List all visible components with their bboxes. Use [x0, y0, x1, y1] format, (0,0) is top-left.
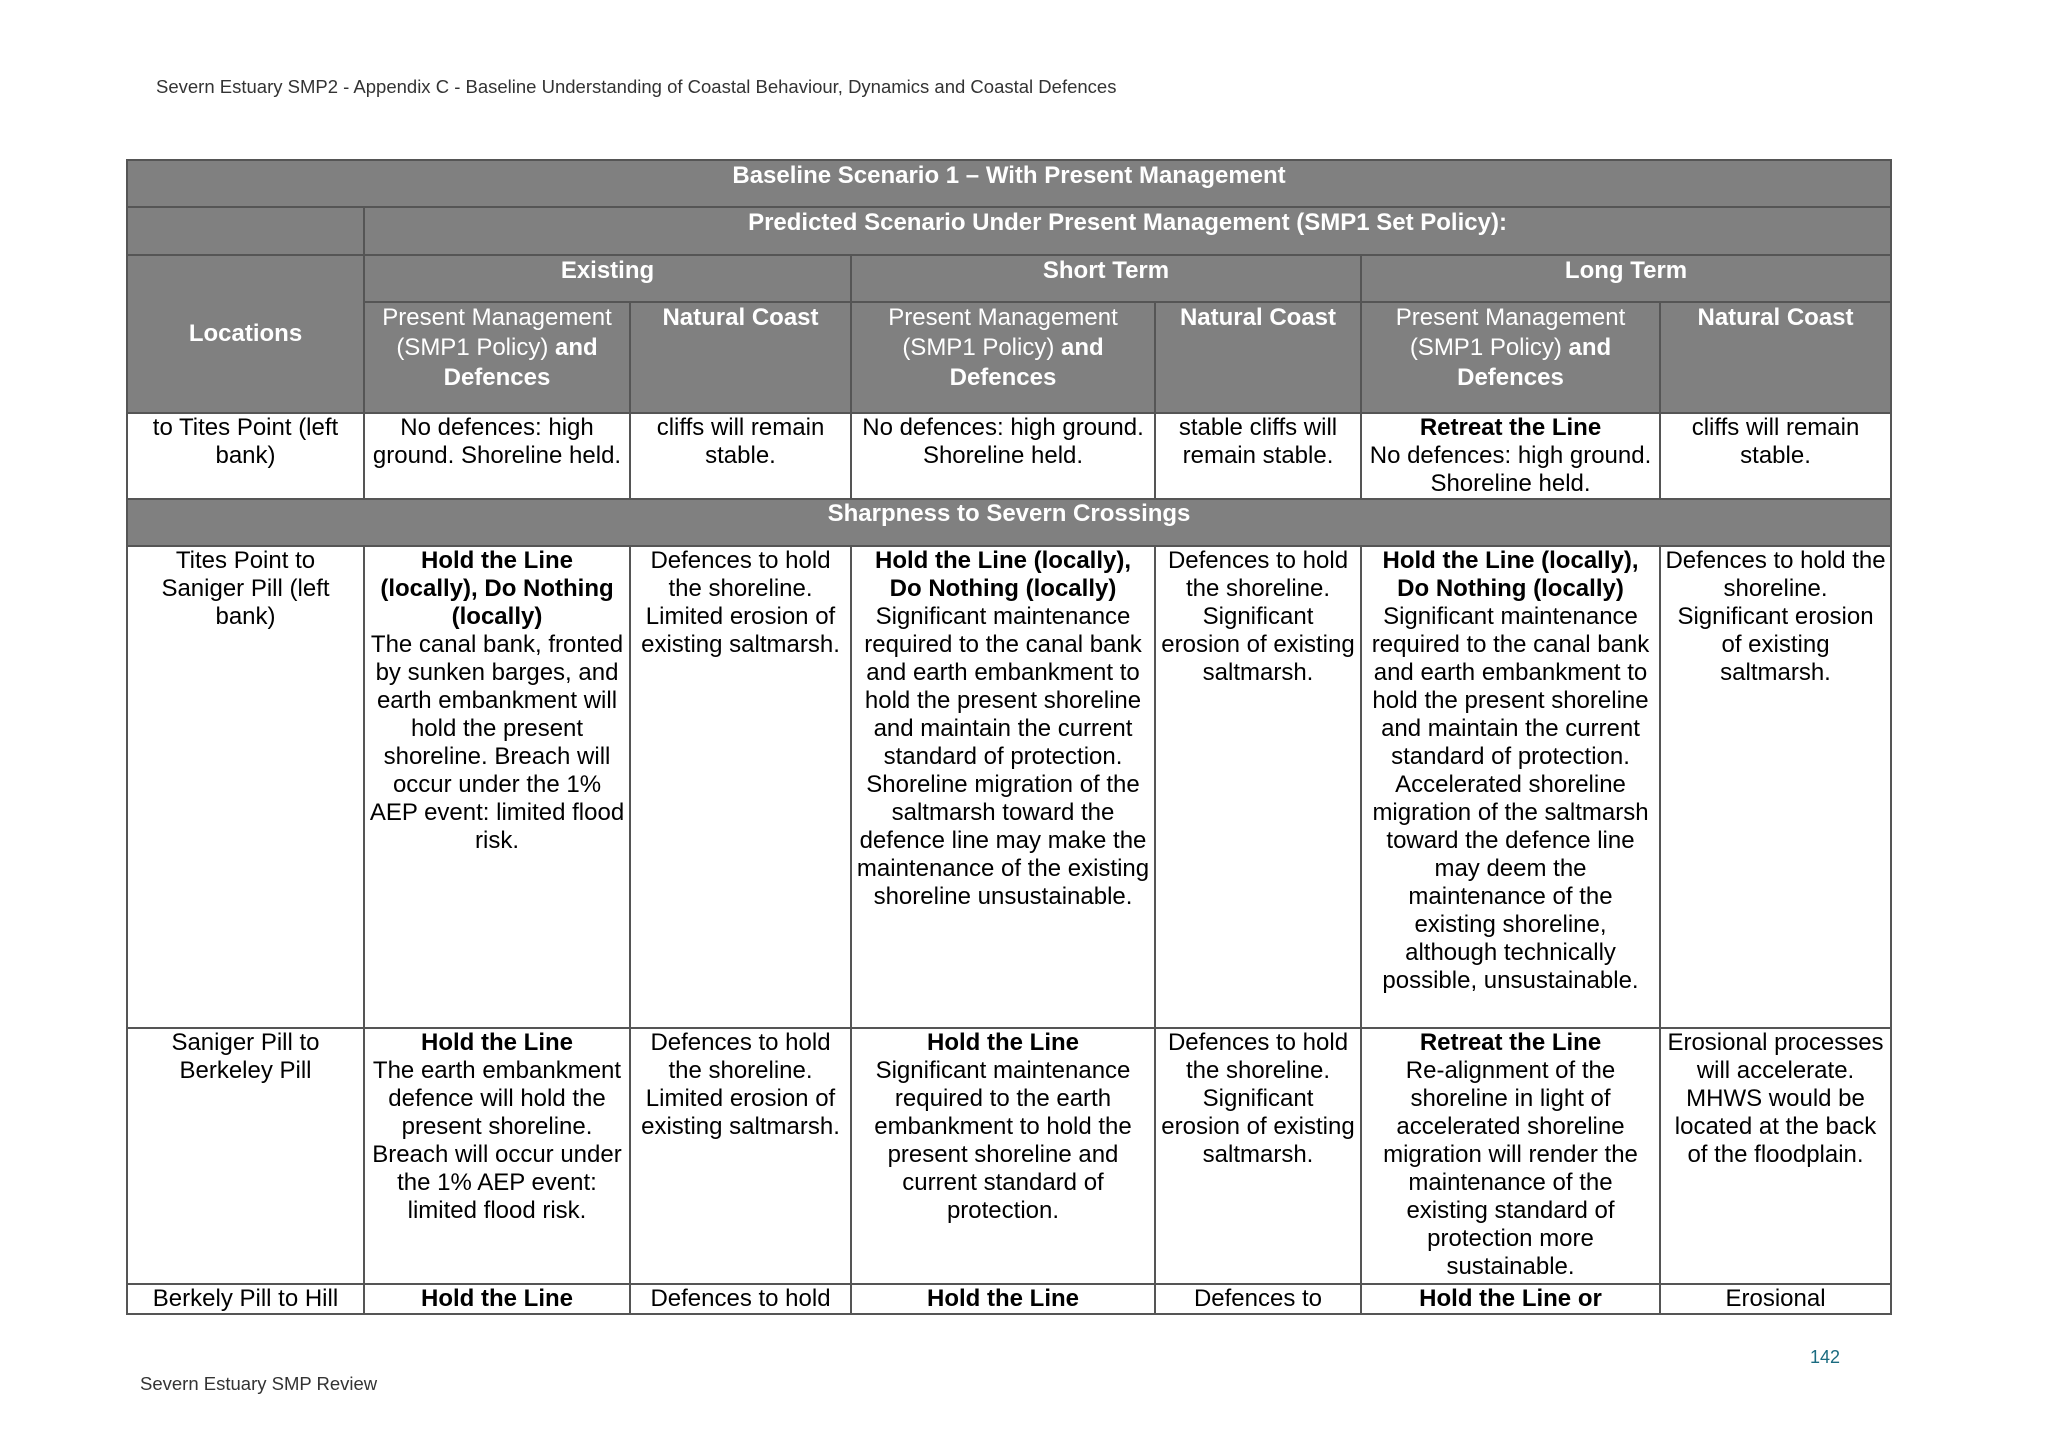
long-natural-coast-header: Natural Coast: [1660, 302, 1891, 413]
page-header: Severn Estuary SMP2 - Appendix C - Baseline Understanding of Coastal Behaviour, Dynamics and Coastal Defences: [156, 76, 1117, 97]
period-long-term-header: Long Term: [1361, 255, 1891, 302]
long-pm-cell: Retreat the Line No defences: high ground. Shoreline held.: [1361, 413, 1660, 499]
blank-header-cell: [127, 207, 364, 255]
policy-label: Hold the Line or: [1419, 1285, 1602, 1312]
short-nc-cell: stable cliffs will remain stable.: [1155, 413, 1361, 499]
long-nc-cell: cliffs will remain stable.: [1660, 413, 1891, 499]
table-subtitle: Predicted Scenario Under Present Management (SMP1 Set Policy):: [364, 207, 1891, 255]
long-nc-cell: Erosional: [1660, 1284, 1891, 1314]
short-natural-coast-header: Natural Coast: [1155, 302, 1361, 413]
existing-nc-cell: cliffs will remain stable.: [630, 413, 851, 499]
table-row: [127, 1284, 1891, 1314]
short-pm-cell: [851, 1284, 1155, 1314]
existing-nc-cell: Defences to hold the shoreline. Limited erosion of existing saltmarsh.: [630, 546, 851, 1028]
policy-label: Hold the Line: [421, 1285, 573, 1312]
short-pm-cell: No defences: high ground. Shoreline held.: [851, 413, 1155, 499]
existing-pm-cell: Hold the Line The earth embankment defence will hold the present shoreline. Breach will occur under the 1% AEP event: limited flood risk.: [364, 1028, 630, 1284]
table-title: Baseline Scenario 1 – With Present Management: [127, 160, 1891, 207]
table-row: [127, 413, 1891, 499]
existing-pm-cell: Hold the Line (locally), Do Nothing (locally) The canal bank, fronted by sunken barges, and earth embankment will hold the present shoreline. Breach will occur under the 1% AEP event: limited flood risk.: [364, 546, 630, 1028]
period-short-term-header: Short Term: [851, 255, 1361, 302]
short-pm-cell: Hold the Line Significant maintenance required to the earth embankment to hold the present shoreline and current standard of protection.: [851, 1028, 1155, 1284]
policy-label: Hold the Line: [927, 1029, 1079, 1056]
existing-pm-cell: [364, 1284, 630, 1314]
long-pm-cell: Hold the Line (locally), Do Nothing (locally) Significant maintenance required to the canal bank and earth embankment to hold the present shoreline and maintain the current standard of protection. Accelerated shoreline migration of the saltmarsh toward the defence line may deem the maintenance of the existing shoreline, although technically possible, unsustainable.: [1361, 546, 1660, 1028]
existing-natural-coast-header: Natural Coast: [630, 302, 851, 413]
long-nc-cell: Erosional processes will accelerate. MHWS would be located at the back of the floodplain.: [1660, 1028, 1891, 1284]
existing-nc-cell: Defences to hold: [630, 1284, 851, 1314]
long-nc-cell: Defences to hold the shoreline. Significant erosion of existing saltmarsh.: [1660, 546, 1891, 1028]
short-pm-cell: Hold the Line (locally), Do Nothing (locally) Significant maintenance required to the canal bank and earth embankment to hold the present shoreline and maintain the current standard of protection. Shoreline migration of the saltmarsh toward the defence line may make the maintenance of the existing shoreline unsustainable.: [851, 546, 1155, 1028]
long-present-management-header: Present Management (SMP1 Policy) and Defences: [1361, 302, 1660, 413]
page-number: 142: [1810, 1347, 1841, 1367]
locations-header: Locations: [127, 255, 364, 413]
period-existing-header: Existing: [364, 255, 851, 302]
table-row: [127, 1028, 1891, 1284]
location-cell: Berkely Pill to Hill: [127, 1284, 364, 1314]
policy-label: Hold the Line: [421, 1029, 573, 1056]
short-nc-cell: Defences to hold the shoreline. Significant erosion of existing saltmarsh.: [1155, 546, 1361, 1028]
baseline-scenario-table: [126, 159, 1892, 1315]
location-cell: to Tites Point (left bank): [127, 413, 364, 499]
table-row: [127, 546, 1891, 1028]
long-pm-cell: [1361, 1284, 1660, 1314]
policy-label: Retreat the Line: [1419, 414, 1602, 441]
page-footer: Severn Estuary SMP Review: [140, 1373, 378, 1394]
policy-label: Retreat the Line: [1419, 1029, 1602, 1056]
policy-label: Hold the Line (locally), Do Nothing (locally): [1382, 547, 1639, 602]
short-nc-cell: Defences to hold the shoreline. Significant erosion of existing saltmarsh.: [1155, 1028, 1361, 1284]
policy-label: Hold the Line: [927, 1285, 1079, 1312]
existing-pm-cell: No defences: high ground. Shoreline held.: [364, 413, 630, 499]
location-cell: Tites Point to Saniger Pill (left bank): [127, 546, 364, 1028]
policy-label: Hold the Line (locally), Do Nothing (locally): [874, 547, 1132, 602]
policy-label: Hold the Line (locally), Do Nothing (locally): [380, 547, 614, 630]
short-nc-cell: Defences to: [1155, 1284, 1361, 1314]
existing-nc-cell: Defences to hold the shoreline. Limited erosion of existing saltmarsh.: [630, 1028, 851, 1284]
long-pm-cell: Retreat the Line Re-alignment of the shoreline in light of accelerated shoreline migration will render the maintenance of the existing standard of protection more sustainable.: [1361, 1028, 1660, 1284]
short-present-management-header: Present Management (SMP1 Policy) and Defences: [851, 302, 1155, 413]
section-header: Sharpness to Severn Crossings: [127, 499, 1891, 546]
existing-present-management-header: Present Management (SMP1 Policy) and Defences: [364, 302, 630, 413]
location-cell: Saniger Pill to Berkeley Pill: [127, 1028, 364, 1284]
